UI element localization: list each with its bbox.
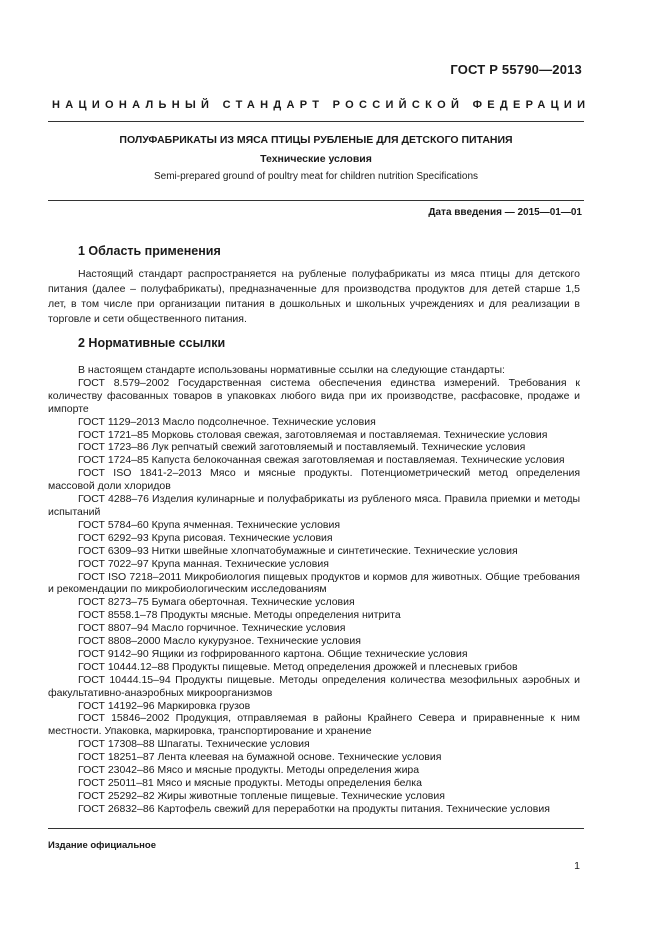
introduction-date: Дата введения — 2015—01—01 [428,207,582,218]
document-number: ГОСТ Р 55790—2013 [450,62,582,77]
references-intro: В настоящем стандарте использованы нормативные ссылки на следующие стандарты: [78,364,505,376]
official-edition-label: Издание официальное [48,840,156,851]
footer-divider [48,828,584,829]
reference-item: ГОСТ 9142–90 Ящики из гофрированного картона. Общие технические условия [78,647,468,660]
reference-item: ГОСТ 4288–76 Изделия кулинарные и полуфабрикаты из рубленого мяса. Правила приемки и методы испытаний [48,493,580,518]
reference-item: ГОСТ 15846–2002 Продукция, отправляемая в районы Крайнего Севера и приравненные к ним местности. Упаковка, маркировка, транспортирование и хранение [48,712,580,738]
page-number: 1 [574,860,580,872]
reference-item: ГОСТ 8.579–2002 Государственная система обеспечения единства измерений. Требования к количеству фасованных товаров в упаковках любого вида при их производстве, расфасовке, продаже и импорте [48,376,580,415]
reference-item: ГОСТ 1724–85 Капуста белокочанная свежая заготовляемая и поставляемая. Технические условия [78,454,565,467]
title-divider [48,200,584,201]
reference-item: ГОСТ 18251–87 Лента клеевая на бумажной основе. Технические условия [78,751,442,764]
reference-item: ГОСТ 26832–86 Картофель свежий для переработки на продукты питания. Технические условия [78,802,550,815]
top-divider [48,121,584,122]
scope-paragraph: Настоящий стандарт распространяется на рубленые полуфабрикаты из мяса птицы для детского питания (далее – полуфабрикаты), предназначенные для производства продуктов для детей старше 1,5 лет, в том числе при организации питания в дошкольных и школьных учреждениях и для реализации в торговле и сети общественного питания. [48,268,580,325]
reference-item: ГОСТ 6309–93 Нитки швейные хлопчатобумажные и синтетические. Технические условия [78,544,518,557]
reference-item: ГОСТ 1723–86 Лук репчатый свежий заготовляемый и поставляемый. Технические условия [78,441,526,454]
section-heading-references: 2 Нормативные ссылки [78,336,226,350]
reference-item: ГОСТ 10444.15–94 Продукты пищевые. Методы определения количества мезофильных аэробных и факультативно-анаэробных микроорганизмов [48,673,580,699]
national-standard-banner: НАЦИОНАЛЬНЫЙ СТАНДАРТ РОССИЙСКОЙ ФЕДЕРАЦИИ [52,99,591,111]
reference-item: ГОСТ 8807–94 Масло горчичное. Технические условия [78,622,346,635]
reference-item: ГОСТ 14192–96 Маркировка грузов [78,699,251,712]
reference-item: ГОСТ ISO 7218–2011 Микробиология пищевых продуктов и кормов для животных. Общие требования и рекомендации по микробиологическим исследованиям [48,570,580,596]
reference-item: ГОСТ 6292–93 Крупа рисовая. Технические условия [78,531,333,544]
reference-item: ГОСТ 8273–75 Бумага оберточная. Технические условия [78,596,355,609]
reference-item: ГОСТ 5784–60 Крупа ячменная. Технические условия [78,518,341,531]
document-title-english: Semi-prepared ground of poultry meat for children nutrition Specifications [153,171,479,182]
reference-item: ГОСТ 23042–86 Мясо и мясные продукты. Методы определения жира [78,764,420,777]
reference-item: ГОСТ 17308–88 Шпагаты. Технические условия [78,738,310,751]
reference-item: ГОСТ 1721–85 Морковь столовая свежая, заготовляемая и поставляемая. Технические условия [78,428,548,441]
document-title: ПОЛУФАБРИКАТЫ ИЗ МЯСА ПТИЦЫ РУБЛЕНЫЕ ДЛЯ ДЕТСКОГО ПИТАНИЯ [119,134,513,146]
reference-item: ГОСТ 8808–2000 Масло кукурузное. Технические условия [78,635,361,648]
references-list [48,364,580,816]
reference-item: ГОСТ 25292–82 Жиры животные топленые пищевые. Технические условия [78,789,445,802]
reference-item: ГОСТ 8558.1–78 Продукты мясные. Методы определения нитрита [78,609,401,622]
reference-item: ГОСТ 7022–97 Крупа манная. Технические условия [78,557,329,570]
document-subtitle: Технические условия [260,153,372,165]
section-heading-scope: 1 Область применения [78,244,221,258]
reference-item: ГОСТ 10444.12–88 Продукты пищевые. Метод определения дрожжей и плесневых грибов [78,660,518,673]
reference-item: ГОСТ 1129–2013 Масло подсолнечное. Технические условия [78,415,376,428]
reference-item: ГОСТ ISO 1841-2–2013 Мясо и мясные продукты. Потенциометрический метод определения массовой доли хлоридов [48,467,580,493]
reference-item: ГОСТ 25011–81 Мясо и мясные продукты. Методы определения белка [78,777,422,789]
